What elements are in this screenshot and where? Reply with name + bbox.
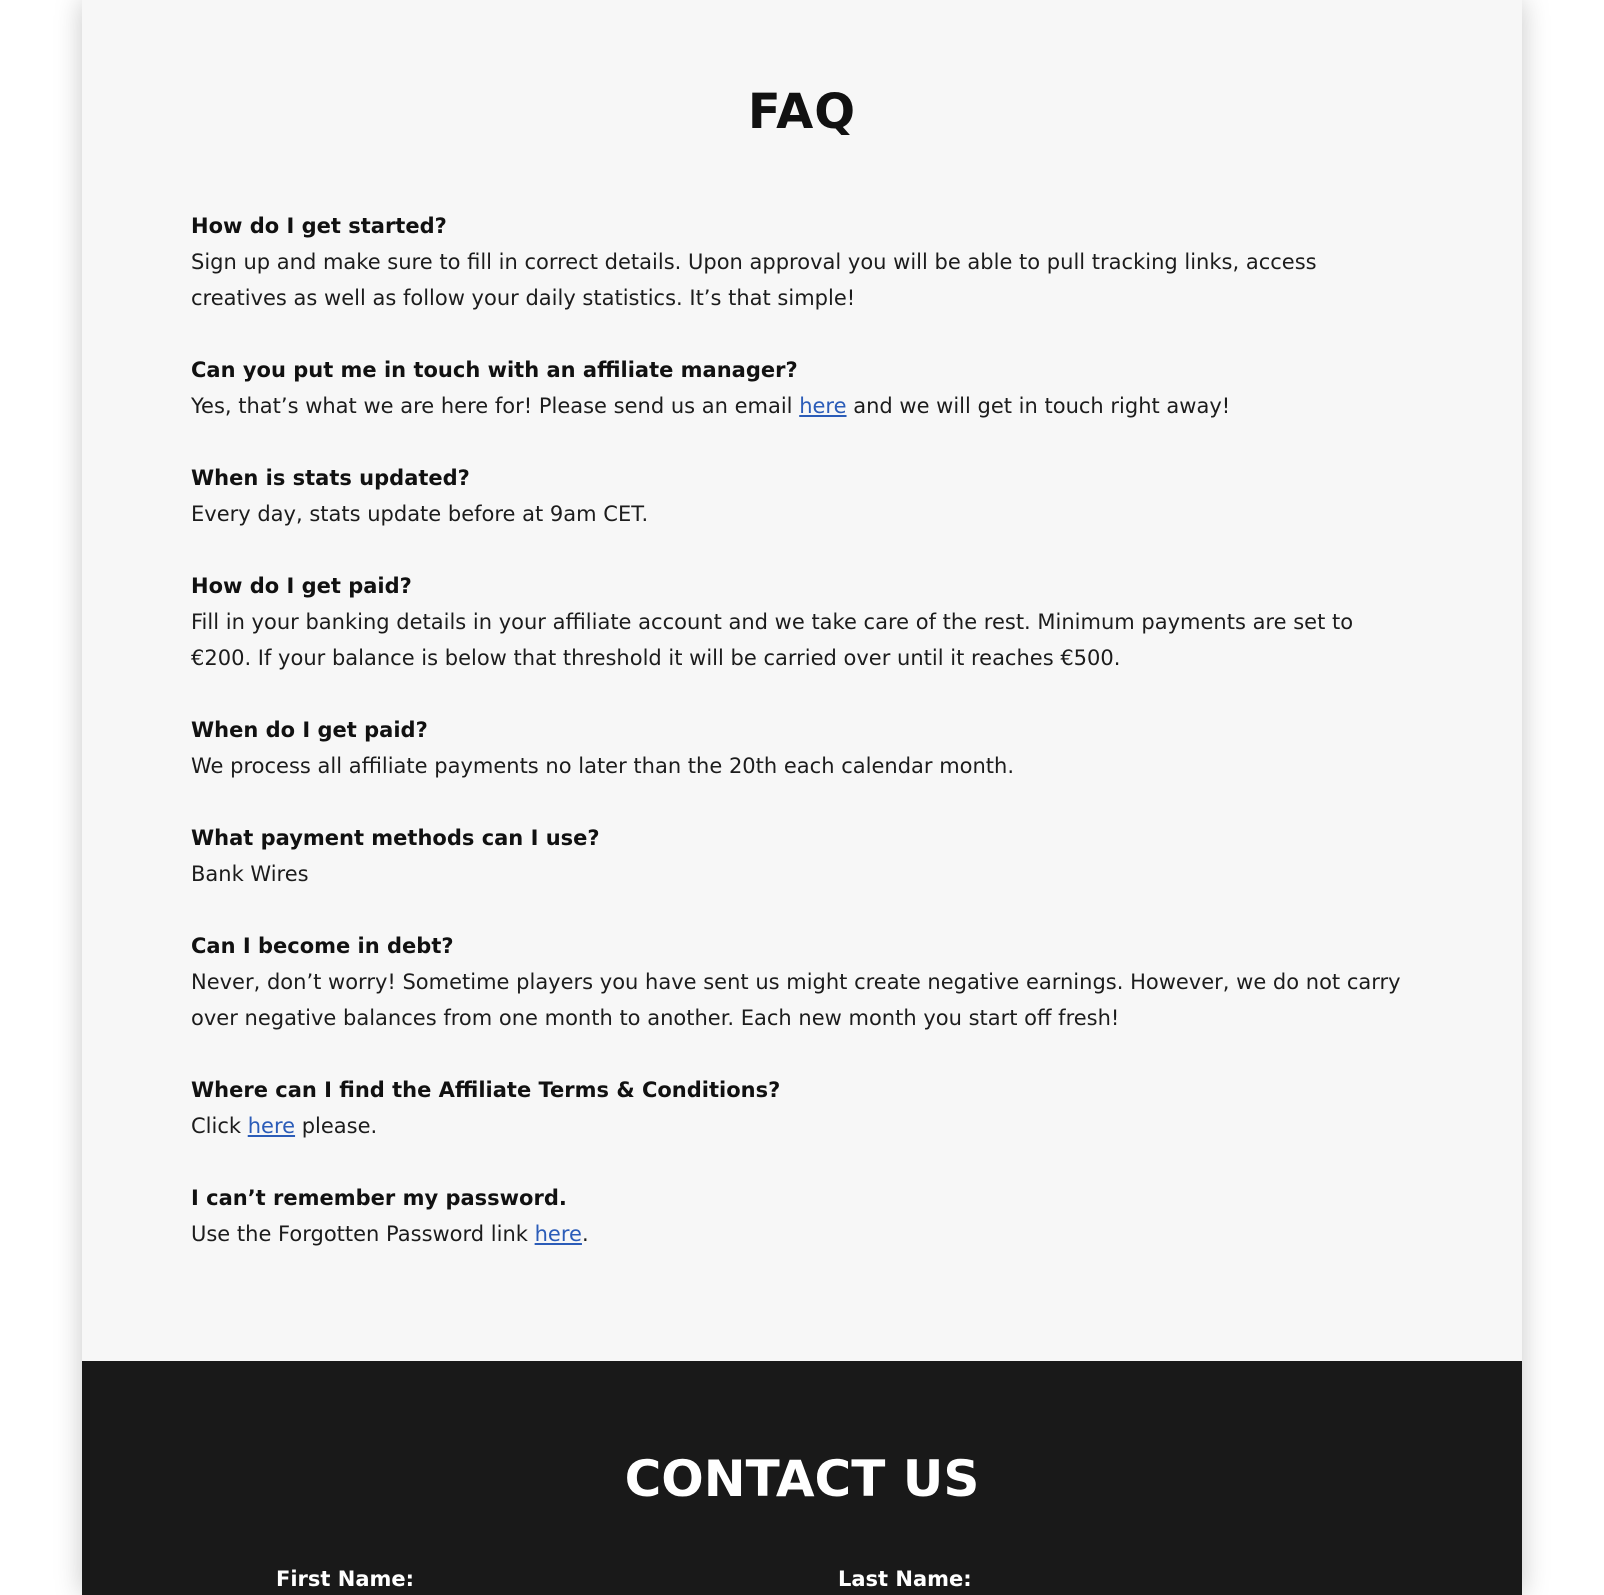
faq-answer-text: Yes, that’s what we are here for! Please send us an email <box>191 394 800 418</box>
faq-item-debt <box>191 928 1411 1036</box>
faq-item-password <box>191 1180 1411 1252</box>
page-container <box>82 0 1522 1595</box>
faq-item-affiliate-manager <box>191 352 1411 424</box>
faq-answer-text: . <box>581 1222 589 1246</box>
faq-answer-text: Use the Forgotten Password link <box>191 1222 535 1246</box>
faq-question: How do I get started? <box>191 214 447 238</box>
faq-answer-text: Click <box>191 1114 248 1138</box>
faq-answer: Bank Wires <box>191 862 309 886</box>
faq-answer <box>191 1216 1411 1252</box>
contact-title: CONTACT US <box>624 1450 980 1508</box>
faq-title: FAQ <box>747 84 857 140</box>
faq-answer-text: and we will get in touch right away! <box>846 394 1231 418</box>
faq-question: When do I get paid? <box>191 718 428 742</box>
faq-list <box>191 208 1411 1288</box>
faq-answer <box>191 388 1411 424</box>
faq-question: Can I become in debt? <box>191 934 454 958</box>
faq-item-terms <box>191 1072 1411 1144</box>
faq-question: Where can I find the Affiliate Terms & Conditions? <box>191 1078 781 1102</box>
faq-question: How do I get paid? <box>191 574 412 598</box>
faq-question: What payment methods can I use? <box>191 826 600 850</box>
faq-answer <box>191 1108 1411 1144</box>
faq-question: I can’t remember my password. <box>191 1186 567 1210</box>
faq-question: When is stats updated? <box>191 466 470 490</box>
last-name-label: Last Name: <box>838 1567 972 1591</box>
faq-answer: We process all affiliate payments no later than the 20th each calendar month. <box>191 754 1015 778</box>
faq-item-stats-updated <box>191 460 1411 532</box>
faq-answer: Never, don’t worry! Sometime players you have sent us might create negative earnings. However, we do not carry over negative balances from one month to another. Each new month you start off fresh! <box>191 970 1401 1030</box>
faq-answer: Sign up and make sure to fill in correct details. Upon approval you will be able to pull tracking links, access creatives as well as follow your daily statistics. It’s that simple! <box>191 250 1317 310</box>
forgotten-password-here-link[interactable]: here <box>534 1222 582 1246</box>
faq-section <box>82 0 1522 1361</box>
faq-item-payment-methods <box>191 820 1411 892</box>
terms-here-link[interactable]: here <box>247 1114 296 1138</box>
first-name-label: First Name: <box>276 1567 415 1591</box>
faq-item-how-paid <box>191 568 1411 676</box>
email-here-link[interactable]: here <box>799 394 847 418</box>
faq-answer: Every day, stats update before at 9am CET. <box>191 502 649 526</box>
faq-item-get-started <box>191 208 1411 316</box>
faq-answer: Fill in your banking details in your affiliate account and we take care of the rest. Minimum payments are set to €200. If your balance is below that threshold it will be carried over until it reaches €500. <box>191 610 1354 670</box>
faq-answer-text: please. <box>295 1114 378 1138</box>
contact-section <box>82 1361 1522 1595</box>
faq-item-when-paid <box>191 712 1411 784</box>
faq-question: Can you put me in touch with an affiliate manager? <box>191 358 798 382</box>
